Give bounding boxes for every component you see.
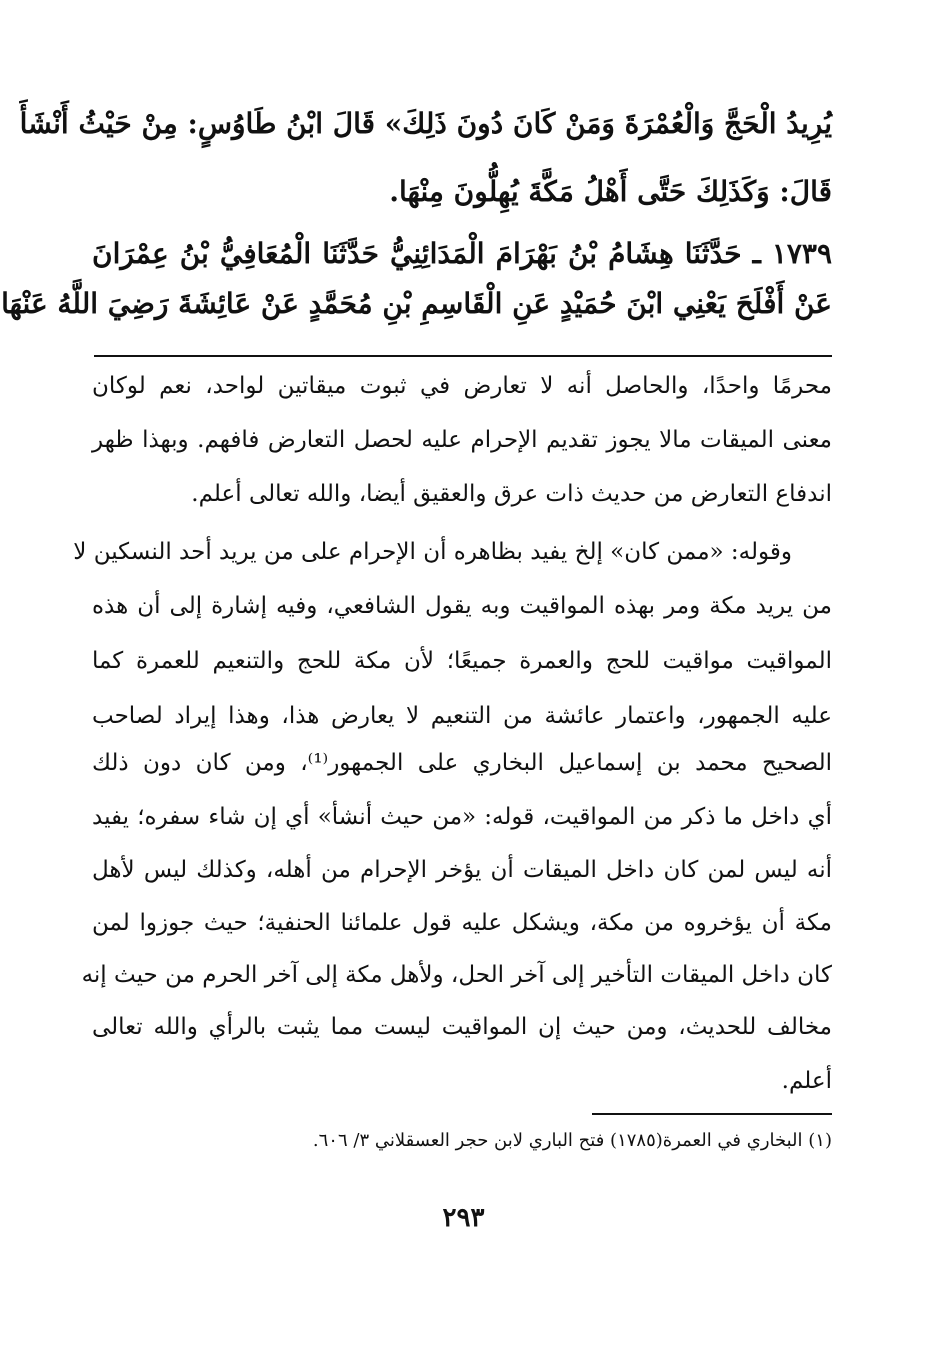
commentary-line-9: أي داخل ما ذكر من المواقيت، قوله: «من حيث أنشأ» أي إن شاء سفره؛ يفيد bbox=[92, 804, 832, 830]
footnote: (١) البخاري في العمرة(١٧٨٥) فتح الباري لابن حجر العسقلاني ٣/ ٦٠٦. bbox=[312, 1130, 832, 1151]
commentary-line-13: مخالف للحديث، ومن حيث إن المواقيت ليست مما يثبت بالرأي والله تعالى bbox=[92, 1014, 832, 1040]
commentary-line-6: المواقيت مواقيت للحج والعمرة جميعًا؛ لأن مكة للحج والتنعيم للعمرة كما bbox=[92, 648, 832, 674]
commentary-line-8: الصحيح محمد بن إسماعيل البخاري على الجمهور⁽¹⁾، ومن كان دون ذلك bbox=[92, 750, 832, 776]
commentary-line-14: أعلم. bbox=[781, 1068, 832, 1094]
commentary-line-7: عليه الجمهور، واعتمار عائشة من التنعيم لا يعارض هذا، وهذا إيراد لصاحب bbox=[92, 703, 832, 729]
commentary-line-4: وقوله: «ممن كان» إلخ يفيد بظاهره أن الإحرام على من يريد أحد النسكين لا bbox=[73, 539, 792, 565]
commentary-line-10: أنه ليس لمن كان داخل الميقات أن يؤخر الإحرام من أهله، وكذلك ليس لأهل bbox=[92, 857, 832, 883]
commentary-line-1: محرمًا واحدًا، والحاصل أنه لا تعارض في ثبوت ميقاتين لواحد، نعم لوكان bbox=[92, 373, 832, 399]
footnote-divider bbox=[592, 1113, 832, 1115]
page-number: ٢٩٣ bbox=[442, 1203, 485, 1233]
commentary-line-3: اندفاع التعارض من حديث ذات عرق والعقيق أيضا، والله تعالى أعلم. bbox=[191, 481, 832, 507]
commentary-line-2: معنى الميقات مالا يجوز تقديم الإحرام عليه لحصل التعارض فافهم. وبهذا ظهر bbox=[92, 427, 832, 453]
hadith-line-2: قَالَ: وَكَذَلِكَ حَتَّى أَهْلُ مَكَّةَ يُهِلُّونَ مِنْهَا. bbox=[389, 175, 832, 208]
hadith-line-3: ١٧٣٩ ـ حَدَّثَنَا هِشَامُ بْنُ بَهْرَامَ الْمَدَائِنِيُّ حَدَّثَنَا الْمُعَافِيُّ بْنُ عِمْرَانَ bbox=[92, 237, 832, 270]
commentary-line-11: مكة أن يؤخروه من مكة، ويشكل عليه قول علمائنا الحنفية؛ حيث جوزوا لمن bbox=[92, 910, 832, 936]
section-divider bbox=[94, 355, 832, 357]
commentary-line-5: من يريد مكة ومر بهذه المواقيت وبه يقول الشافعي، وفيه إشارة إلى أن هذه bbox=[92, 593, 832, 619]
hadith-line-1: يُرِيدُ الْحَجَّ وَالْعُمْرَةَ وَمَنْ كَانَ دُونَ ذَلِكَ» قَالَ ابْنُ طَاوُسٍ: مِنْ حَيْثُ أَنْشَأَ bbox=[19, 107, 832, 140]
commentary-line-12: كان داخل الميقات التأخير إلى آخر الحل، ولأهل مكة إلى آخر الحرم من حيث إنه bbox=[81, 962, 832, 988]
hadith-line-4: عَنْ أَفْلَحَ يَعْنِي ابْنَ حُمَيْدٍ عَنِ الْقَاسِمِ بْنِ مُحَمَّدٍ عَنْ عَائِشَةَ رَضِيَ اللَّهُ عَنْهَا bbox=[1, 287, 832, 320]
